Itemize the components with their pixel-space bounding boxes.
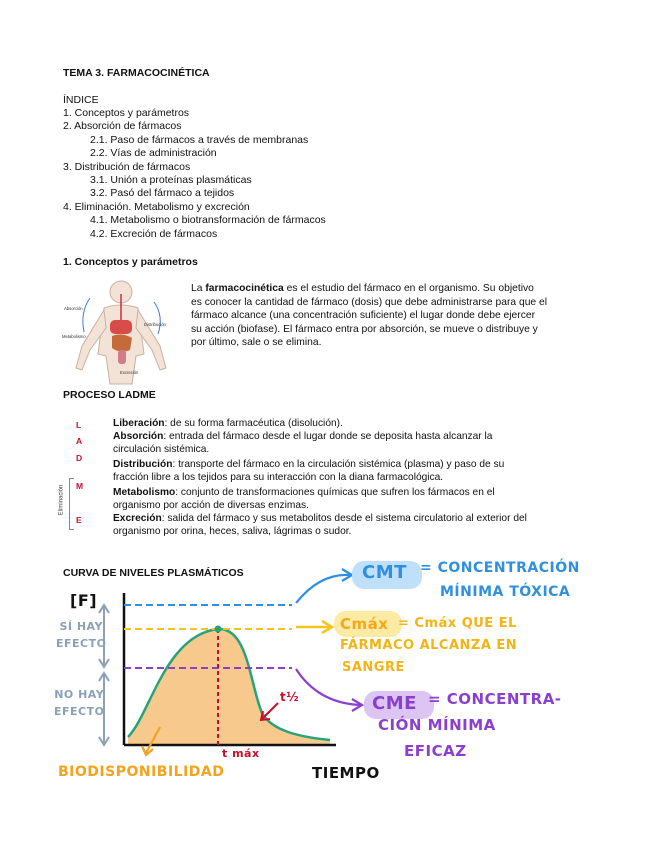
ladme-letter-m: M [76,481,84,491]
ladme-letter-e: E [76,515,82,525]
tmax-label: t máx [222,747,260,760]
x-axis-label: TIEMPO [312,764,380,782]
index-heading: ÍNDICE [63,94,99,106]
auc-fill [128,629,330,745]
page-title: TEMA 3. FARMACOCINÉTICA [63,67,210,79]
figure-label-metabolism: Metabolismo [62,334,86,339]
cmax-definition: = Cmáx QUE EL FÁRMACO ALCANZA EN SANGRE [340,616,518,675]
cmt-label: CMT [362,562,407,583]
index-item: 2.2. Vías de administración [90,147,217,160]
ladme-heading: PROCESO LADME [63,389,156,401]
ladme-letter-l: L [76,420,82,430]
ladme-row-liberacion: Liberación: de su forma farmacéutica (disolución). [113,418,343,429]
thalf-arrow [262,703,278,719]
paragraph-line: por último, sale o se elimina. [191,337,322,349]
paragraph-line: fármaco alcance (una concentración suficiente) el lugar donde debe ejercer [191,310,536,322]
paragraph-line: su acción (biofase). El fármaco entra por absorción, se mueve o distribuye y [191,323,538,335]
index-item: 4.2. Excreción de fármacos [90,227,218,240]
index-item: 2. Absorción de fármacos [63,120,182,133]
no-hay-efecto-label: NO HAY EFECTO [54,688,105,718]
ladme-letter-d: D [76,453,83,463]
figure-label-excretion: Excreción [120,370,139,375]
index-item: 1. Conceptos y parámetros [63,107,190,119]
thalf-label: t½ [280,690,300,704]
ladme-row-absorcion: Absorción: entrada del fármaco desde el lugar donde se deposita hasta alcanzar la circulación sistémica. [113,431,493,456]
figure-label-absorption: Absorción [64,306,83,311]
si-hay-efecto-label: SÍ HAY EFECTO [56,620,107,650]
ladme-letter-a: A [76,436,83,446]
cmax-point [215,626,222,633]
index-list [63,107,326,241]
paragraph-line: es conocer la cantidad de fármaco (dosis) que debe administrarse para que el [191,296,548,308]
index-item: 2.1. Paso de fármacos a través de membranas [90,133,309,146]
section1-heading: 1. Conceptos y parámetros [63,256,198,268]
index-item: 4. Eliminación. Metabolismo y excreción [63,200,250,213]
intro-post: es el estudio del fármaco en el organismo. Su objetivo [283,283,534,294]
ladme-row-metabolismo: Metabolismo: conjunto de transformaciones químicas que sufren los fármacos en el organismo por acción de diversas enzimas. [113,487,495,512]
bold-term-farmacocinetica: farmacocinética [205,283,284,294]
elimination-bracket [69,478,74,530]
y-axis-label: [F] [70,591,98,610]
cme-label: CME [372,693,417,714]
cmt-arrow [296,575,350,603]
figure-label-distribution: Distribución [144,322,166,327]
index-item: 3. Distribución de fármacos [63,160,191,173]
index-item: 4.1. Metabolismo o biotransformación de fármacos [90,214,326,227]
curve-heading: CURVA DE NIVELES PLASMÁTICOS [63,567,244,579]
biodisponibilidad-label: BIODISPONIBILIDAD [58,764,225,780]
index-item: 3.1. Unión a proteínas plasmáticas [90,174,252,187]
elimination-side-label: Eliminación [58,484,65,516]
ladme-row-excrecion: Excreción: salida del fármaco y sus metabolitos desde el sistema circulatorio al exterior del organismo por orina, heces, saliva, lágrimas o sudor. [113,513,527,538]
body-pharmacokinetics-figure [60,276,182,386]
index-item: 3.2. Pasó del fármaco a tejidos [90,187,235,200]
cmt-definition: = CONCENTRACIÓN MÍNIMA TÓXICA [420,560,580,600]
section1-paragraph [191,282,591,350]
intro-pre: La [191,283,206,294]
cme-definition: = CONCENTRA- CIÓN MÍNIMA EFICAZ [378,690,562,760]
ladme-row-distribucion: Distribución: transporte del fármaco en la circulación sistémica (plasma) y paso de su fracción libre a los tejidos para su interacción con la diana farmacológica. [113,459,505,484]
cmax-label: Cmáx [340,615,389,633]
